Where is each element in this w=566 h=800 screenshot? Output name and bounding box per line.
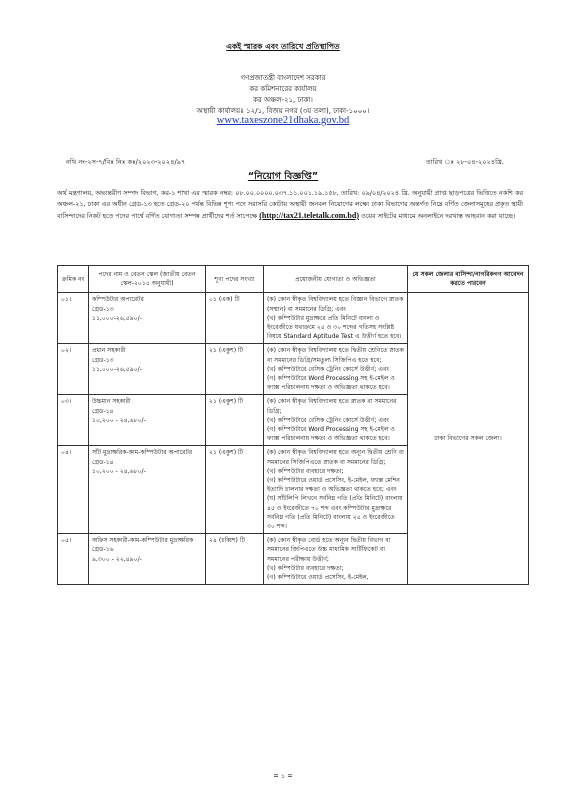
post-grade: গ্রেড-১৩ [92,356,114,364]
header-qualification: প্রয়োজনীয় যোগ্যতা ও অভিজ্ঞতা [264,266,408,293]
org-line-zone: কর অঞ্চল-২১, ঢাকা। [253,96,313,104]
vacancy-table [57,265,529,585]
post-grade: গ্রেড-১৬ [92,546,114,554]
qualification-line: (ঘ) সাঁটলিপি লিখনে সর্বনিম্ন গতি (প্রতি মিনিটে) বাংলায় ৪৫ ও ইংরেজীতে ৭০ শব্দ এবং কম্পিউটার মুদ্রাক্ষরে সর্বনিম্ন গতি (প্রতি মিনিটে) বাংলায় ২৫ ও ইংরেজীতে ৩০ শব্দ। [267,495,403,531]
intro-text-end: ওয়েব সাইটের মাধ্যমে অনলাইনে দরখাস্ত আহবান করা যাচ্ছে। [358,212,516,220]
post-grade: গ্রেড-১৪ [92,407,114,415]
teletalk-link[interactable]: (http://tax21.teletalk.com.bd) [259,211,359,220]
table-row [58,293,529,344]
header-serial: ক্রমিক নং [58,266,89,293]
qualification-line: (ক) কোন স্বীকৃত বোর্ড হতে অন্যূন দ্বিতীয় বিভাগ বা সমমানের জিপিএতে উচ্চ মাধ্যমিক সার্টিফিকেট বা সমমানের পরীক্ষায় উত্তীর্ণ; [267,537,391,563]
qualification-line: (খ) কম্পিউটার ব্যবহারে দক্ষতা; [267,467,344,475]
post-name: উচ্চমান সহকারী [92,398,131,406]
qualification-line: (খ) কম্পিউটার ব্যবহারে দক্ষতা; [267,564,344,572]
row-post [89,395,206,446]
post-scale: ১১,০০০-২৬,৫৯০/- [92,365,142,373]
qualification-line: (গ) কম্পিউটারে ওয়ার্ড প্রসেসিং, ই-মেইল, ফ্যাক্স মেশিন ইত্যাদি চালনার দক্ষতা ও অভিজ্ঞতা থাকতে হবে; এবং [267,477,400,494]
qualification-line: (ক) কোন স্বীকৃত বিশ্ববিদ্যালয় হতে স্নাতক বা সমমানের ডিগ্রি; [267,398,397,415]
website-link[interactable]: www.taxeszone21dhaka.gov.bd [216,115,350,126]
row-count: ২১ (একুশ) টি [206,446,264,534]
row-serial: ০১। [58,293,89,344]
row-count: ২১ (একুশ) টি [206,395,264,446]
header-district: যে সকল জেলার বাসিন্দা/নাগরিকগণ আবেদন করতে পারবেন [408,266,529,293]
row-post [89,446,206,534]
row-serial: ০৩। [58,395,89,446]
qualification-line: (গ) কম্পিউটারে Word Processing সহ ই-মেইল ও ফ্যাক্স পরিচালনায় দক্ষতা ও অভিজ্ঞতা থাকতে হবে। [267,426,395,443]
row-post [89,344,206,395]
row-qualification [264,293,408,344]
qualification-line: (ক) কোন স্বীকৃত বিশ্ববিদ্যালয় হতে অন্যূন দ্বিতীয় শ্রেণি বা সমমানের সিজিপিএতে স্নাতক বা সমমানের ডিগ্রি; [267,449,404,466]
table-header-row [58,266,529,293]
post-name: সাঁট মুদ্রাক্ষরিক-কাম-কম্পিউটার অপারেটর [92,449,193,457]
page-number: = ১ = [273,772,293,780]
org-line-address: অস্থায়ী কার্যালয়ঃ ১২/১, বিজয় নগর (৩য় তলা), ঢাকা-১০০০। [196,107,370,115]
post-grade: গ্রেড-১৩ [92,305,114,313]
qualification-line: (খ) কম্পিউটারে বেসিক ট্রেনিং কোর্সে উত্তীর্ণ; এবং [267,365,389,373]
qualification-line: (ক) কোন স্বীকৃত বিশ্ববিদ্যালয় হতে দ্বিতীয় শ্রেণিতে স্নাতক বা সমমানের ডিগ্রি/সমতুল্য সিজিপিএ হতে হবে; [267,347,404,364]
row-qualification [264,534,408,585]
qualification-line: (গ) কম্পিউটারে Word Processing সহ ই-মেইল ও ফ্যাক্স পরিচালনায় দক্ষতা ও অভিজ্ঞতা থাকতে হবে। [267,375,395,392]
replacement-note: একই স্মারক এবং তারিখে প্রতিস্থাপিত [226,42,340,51]
notice-title: “নিয়োগ বিজ্ঞপ্তি” [247,171,319,182]
post-name: অফিস সহকারী-কাম-কম্পিউটার মুদ্রাক্ষরিক [92,537,194,545]
qualification-line: (খ) কম্পিউটারে বেসিক ট্রেনিং কোর্সে উত্তীর্ণ; এবং [267,416,389,424]
intro-paragraph [57,188,523,222]
post-scale: ১১,০০০-২৬,৫৯০/- [92,314,142,322]
memo-date: তারিখ ঃ ২৮-০৪-২০২৪খ্রি. [425,158,504,166]
eligible-area: ঢাকা বিভাগের সকল জেলা। [408,293,529,585]
row-post [89,534,206,585]
post-scale: ১০,২০০ - ২৪,৬৮০/- [92,416,146,424]
post-scale: ১০,২০০ - ২৪,৬৮০/- [92,467,146,475]
row-serial: ০৫। [58,534,89,585]
post-name: কম্পিউটার অপারেটর [92,296,144,304]
post-scale: ৯,৩০০ - ২২,৪৯০/- [92,555,142,563]
row-qualification [264,395,408,446]
memo-reference: নথি নং-২স-৭/বিঃ নিঃ কঃ/২০২৩-২০২৪/৯৭ [66,158,186,166]
post-name: প্রধান সহকারী [92,347,126,355]
row-count: ২৪ (চব্বিশ) টি [206,534,264,585]
header-post: পদের নাম ও বেতন স্কেল (জাতীয় বেতন স্কেল-২০১৫ অনুযায়ী) [89,266,206,293]
row-serial: ০২। [58,344,89,395]
row-qualification [264,344,408,395]
org-line-office: কর কমিশনারের কার্যালয় [249,85,317,93]
row-post [89,293,206,344]
post-grade: গ্রেড-১৪ [92,458,114,466]
row-serial: ০৪। [58,446,89,534]
header-count: শূণ্য পদের সংখ্যা [206,266,264,293]
qualification-line: (ক) কোন স্বীকৃত বিশ্ববিদ্যালয় হতে বিজ্ঞান বিভাগে স্নাতক (সম্মান) বা সমমানের ডিগ্রি; এবং [267,296,404,313]
row-count: ০১ (এক) টি [206,293,264,344]
qualification-line: (খ) কম্পিউটার মুদ্রাক্ষরে প্রতি মিনিটে বাংলা ও ইংরেজীতে যথাক্রমে ২৫ ও ৩০ শব্দের গতিসহ সংশ্লিষ্ট বিষয়ে Standard Aptitude Test এ উত্তীর্ণ হতে হবে। [267,314,402,341]
qualification-line: (গ) কম্পিউটারে ওয়ার্ড প্রসেসিং, ই-মেইল, [267,574,369,582]
org-line-govt: গণপ্রজাতন্ত্রী বাংলাদেশ সরকার [240,74,326,82]
row-count: ২১ (একুশ) টি [206,344,264,395]
intro-text: অর্থ মন্ত্রণালয়, অভ্যন্তরীণ সম্পদ বিভাগ, কর-১ শাখা এর স্মারক নম্বর: ০৮.০০.০০০০.০৩৭.১১.০০১.১৯.১৫৮, তারিখ: ০৯/০৪/২০২৪ খ্রি. অনুযায়ী প্রাপ্ত ছাড়পত্রের ভিত্তিতে নকশি কর অঞ্চল-২১, ঢাকা এর অধীন গ্রেড-১৩ হতে গ্রেড-২০ পর্যন্ত বিভিন্ন শূণ্য পদে সরাসরি কোটায় অস্থায়ী জনবল নিয়োগের লক্ষ্যে ঢাকা বিভাগের অন্তর্গত নিম্নে বর্ণিত জেলাসমূহের প্রকৃত স্থায়ী বাসিন্দাদের নিকট হতে পদের পার্শ্বে বর্ণিত যোগ্যতা সম্পন্ন প্রার্থীদের শর্ত সাপেক্ষে [57,189,523,220]
row-qualification [264,446,408,534]
